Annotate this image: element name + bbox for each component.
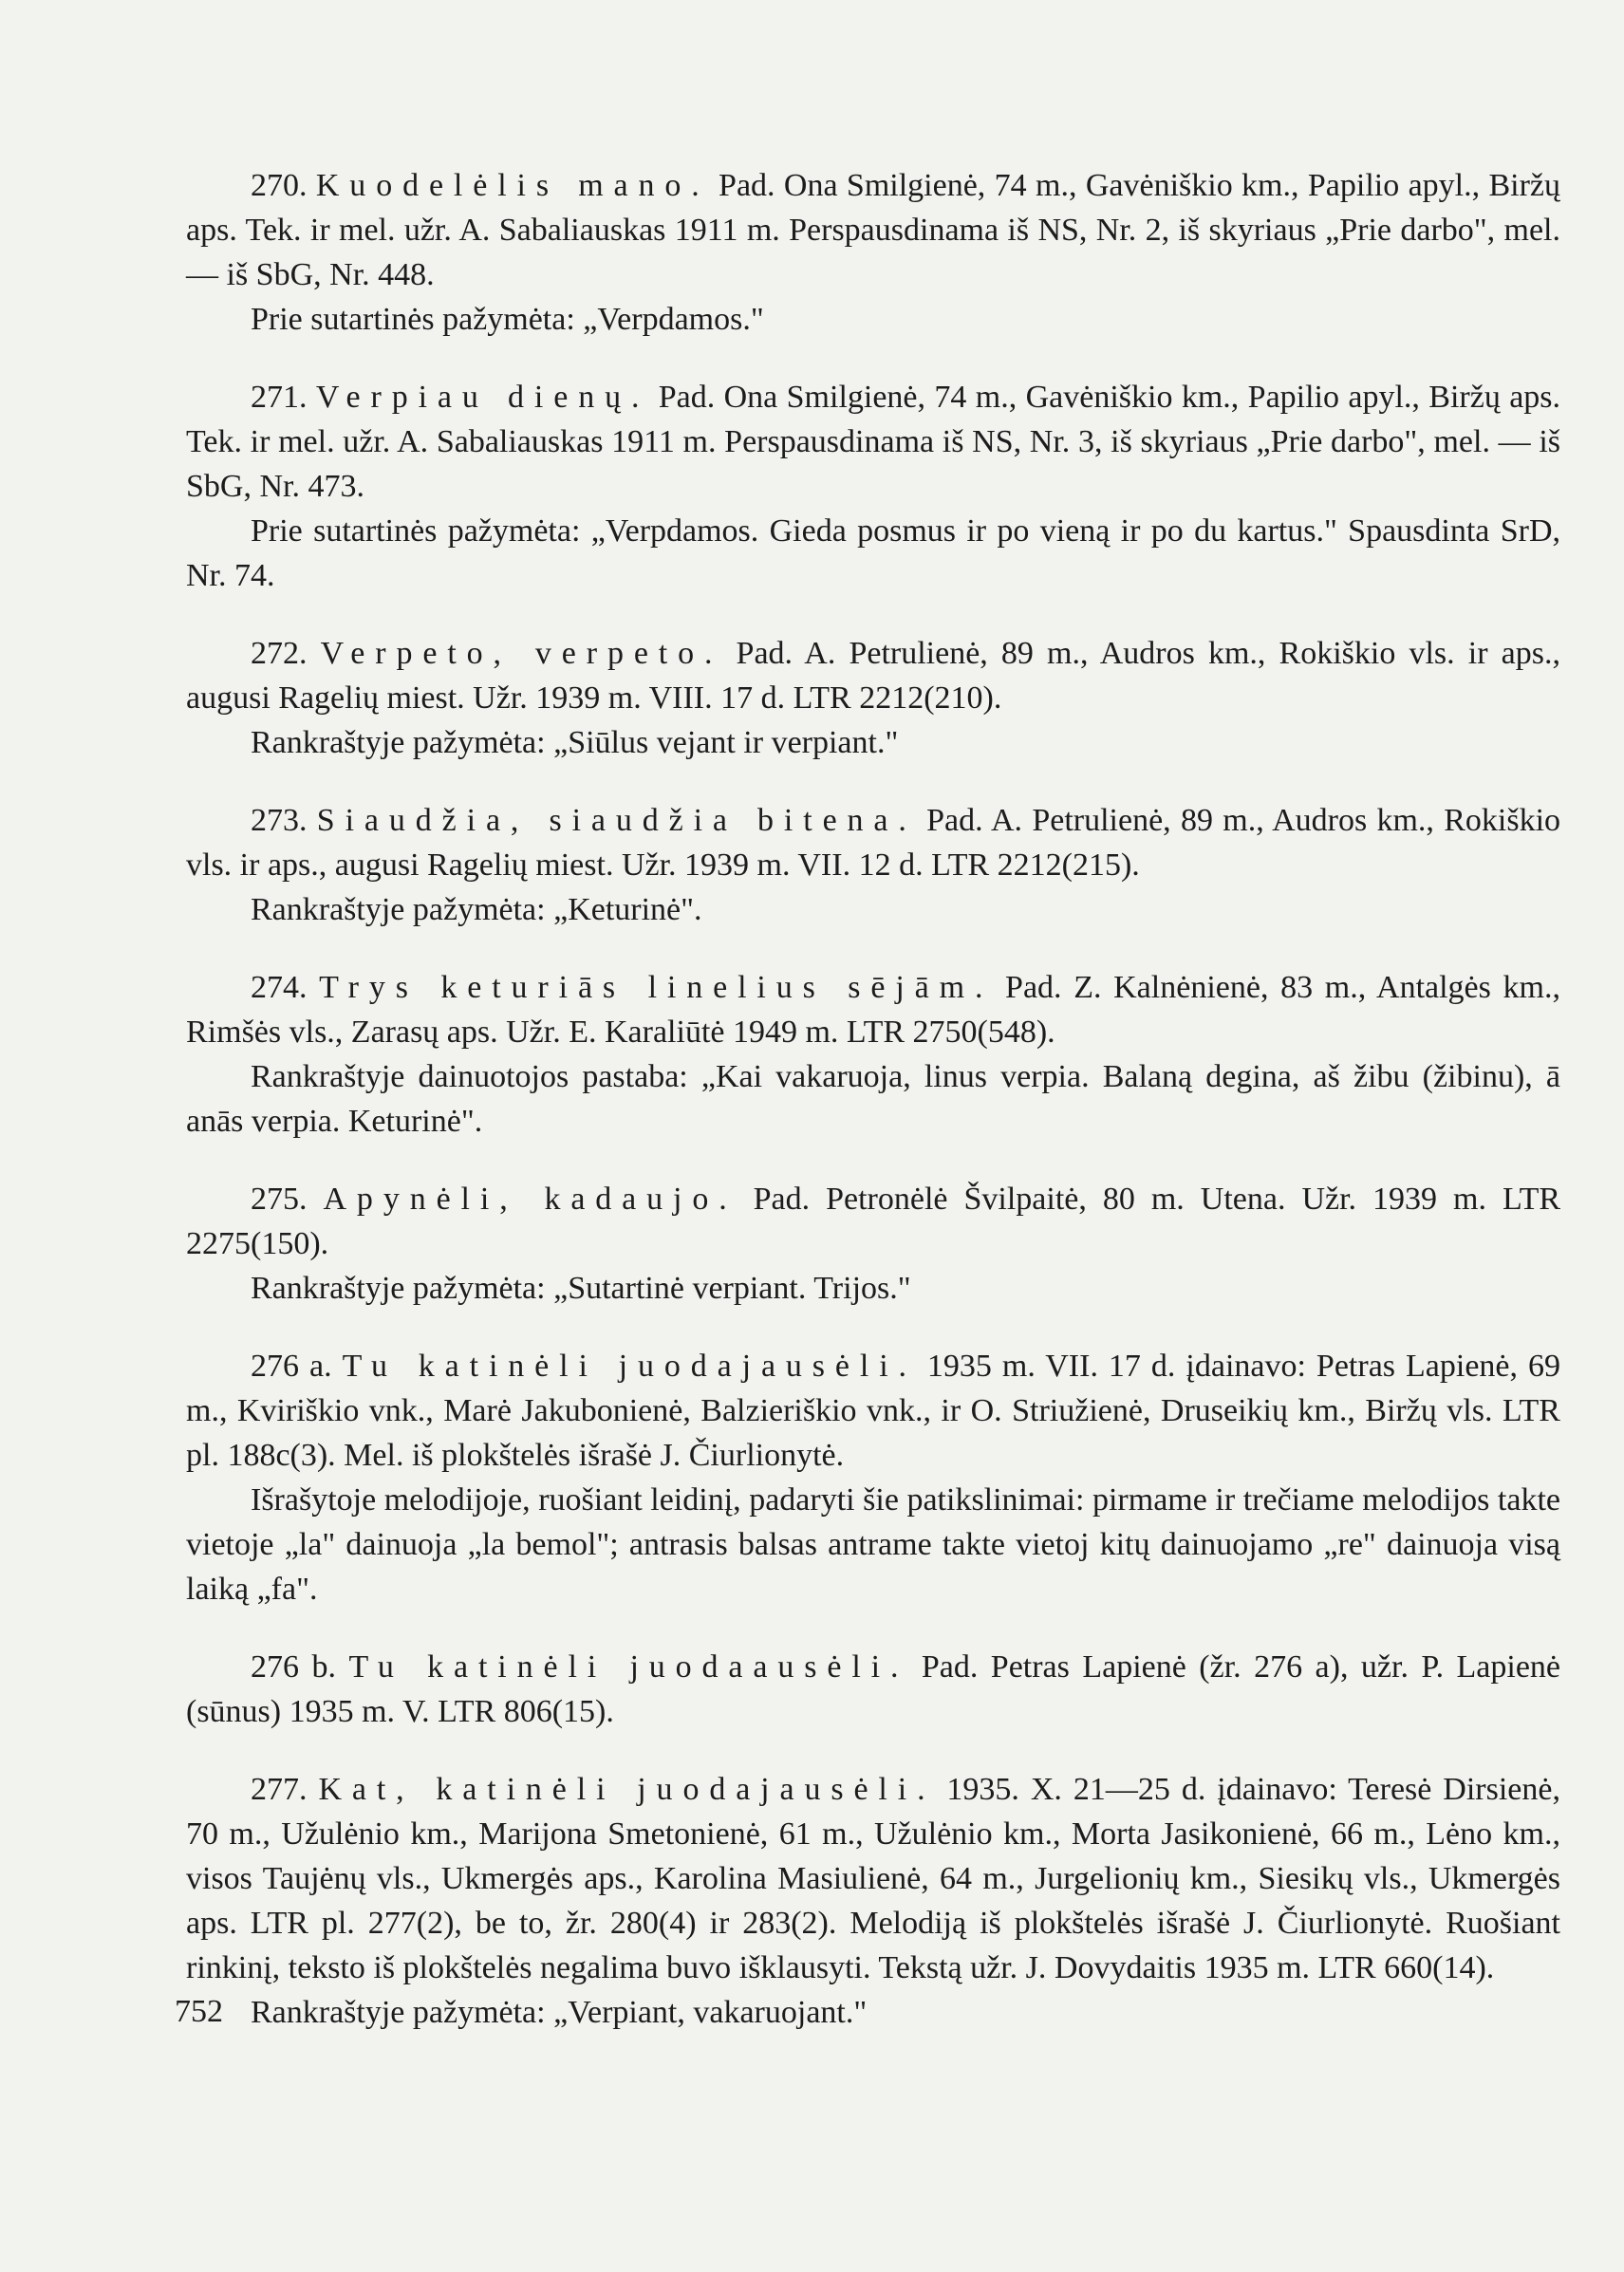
entry-main xyxy=(186,1177,1560,1266)
entry-number: 273. xyxy=(251,803,308,838)
entry-source: Pad. Petras Lapienė (žr. 276 a), užr. P. Lapienė (sūnus) 1935 m. V. LTR 806(15). xyxy=(186,1649,1561,1729)
entry-note: Rankraštyje pažymėta: „Verpiant, vakaruojant." xyxy=(251,1995,868,2030)
entry-note: Išrašytoje melodijoje, ruošiant leidinį, padaryti šie patikslinimai: pirmame ir trečiame melodijos takte vietoje „la" dainuoja „la bemol"; antrasis balsas antrame takte vietoj kitų dainuojamo „re" dainuoja visą laiką „fa". xyxy=(186,1482,1560,1607)
entry-note: Prie sutartinės pažymėta: „Verpdamos." xyxy=(251,302,764,337)
entry-main xyxy=(186,798,1560,887)
entry-source: Pad. Ona Smilgienė, 74 m., Gavėniškio km., Papilio apyl., Biržų aps. Tek. ir mel. užr. A. Sabaliauskas 1911 m. Perspausdinama iš NS, Nr. 2, iš skyriaus „Prie darbo", mel. — iš SbG, Nr. 448. xyxy=(186,168,1561,292)
entry-main xyxy=(186,965,1560,1054)
entry-number: 270. xyxy=(251,168,308,203)
entry-275 xyxy=(186,1177,1560,1311)
entry-main xyxy=(186,631,1560,720)
entry-source: Pad. Ona Smilgienė, 74 m., Gavėniškio km., Papilio apyl., Biržų aps. Tek. ir mel. užr. A. Sabaliauskas 1911 m. Perspausdinama iš NS, Nr. 3, iš skyriaus „Prie darbo", mel. — iš SbG, Nr. 473. xyxy=(186,380,1561,504)
entry-277 xyxy=(186,1767,1560,2035)
entry-source: Pad. Z. Kalnėnienė, 83 m., Antalgės km., Rimšės vls., Zarasų aps. Užr. E. Karaliūtė 1949 m. LTR 2750(548). xyxy=(186,970,1560,1050)
song-title: Tu katinėli juodaausėli. xyxy=(348,1649,909,1685)
song-title: Verpeto, verpeto. xyxy=(320,636,723,671)
page-number: 752 xyxy=(175,1994,223,2029)
entry-source: Pad. A. Petrulienė, 89 m., Audros km., Rokiškio vls. ir aps., augusi Ragelių miest. Užr. 1939 m. VIII. 17 d. LTR 2212(210). xyxy=(186,636,1560,716)
song-title: Verpiau dienų. xyxy=(315,380,650,415)
song-title: Kuodelėlis mano. xyxy=(315,168,710,203)
entry-note: Rankraštyje pažymėta: „Keturinė". xyxy=(251,892,702,927)
entry-273 xyxy=(186,798,1560,932)
entry-number: 276 a. xyxy=(251,1349,332,1384)
entry-source: Pad. Petronėlė Švilpaitė, 80 m. Utena. Užr. 1939 m. LTR 2275(150). xyxy=(186,1182,1561,1261)
entry-number: 271. xyxy=(251,380,308,415)
entry-number: 276 b. xyxy=(251,1649,336,1685)
entry-note: Rankraštyje pažymėta: „Sutartinė verpiant. Trijos." xyxy=(251,1271,911,1306)
song-title: Siaudžia, siaudžia bitena. xyxy=(316,803,917,838)
song-title: Apynėli, kadaujo. xyxy=(323,1182,737,1217)
entry-main xyxy=(186,1767,1560,1990)
song-title: Kat, katinėli juodajausėli. xyxy=(318,1772,936,1807)
entry-272 xyxy=(186,631,1560,765)
entry-note: Rankraštyje dainuotojos pastaba: „Kai vakaruoja, linus verpia. Balaną degina, aš žibu (žibinu), ā anās verpia. Keturinė". xyxy=(186,1059,1560,1139)
entry-main xyxy=(186,375,1560,509)
entry-274 xyxy=(186,965,1560,1144)
entry-main xyxy=(186,163,1560,297)
entry-number: 277. xyxy=(251,1772,308,1807)
entry-main xyxy=(186,1344,1560,1478)
entry-270 xyxy=(186,163,1560,342)
entry-source: 1935 m. VII. 17 d. įdainavo: Petras Lapienė, 69 m., Kviriškio vnk., Marė Jakubonienė, Balzieriškio vnk., ir O. Striužienė, Druseikių km., Biržų vls. LTR pl. 188c(3). Mel. iš plokštelės išrašė J. Čiurlionytė. xyxy=(186,1349,1561,1473)
entry-source: 1935. X. 21—25 d. įdainavo: Teresė Dirsienė, 70 m., Užulėnio km., Marijona Smetonienė, 61 m., Užulėnio km., Morta Jasikonienė, 66 m., Lėno km., visos Taujėnų vls., Ukmergės aps., Karolina Masiulienė, 64 m., Jurgelionių km., Siesikų vls., Ukmergės aps. LTR pl. 277(2), be to, žr. 280(4) ir 283(2). Melodiją iš plokštelės išrašė J. Čiurlionytė. Ruošiant rinkinį, teksto iš plokštelės negalima buvo išklausyti. Tekstą užr. J. Dovydaitis 1935 m. LTR 660(14). xyxy=(186,1772,1560,1985)
entry-number: 272. xyxy=(251,636,308,671)
entry-note: Prie sutartinės pažymėta: „Verpdamos. Gieda posmus ir po vieną ir po du kartus." Spausdinta SrD, Nr. 74. xyxy=(186,513,1560,593)
song-title: Trys keturiās linelius sējām. xyxy=(319,970,994,1005)
entry-276b xyxy=(186,1645,1560,1734)
entry-number: 275. xyxy=(251,1182,308,1217)
song-title: Tu katinėli juodajausėli. xyxy=(342,1349,917,1384)
entry-271 xyxy=(186,375,1560,598)
commentary-text xyxy=(186,163,1560,2068)
entry-number: 274. xyxy=(251,970,308,1005)
entry-276a xyxy=(186,1344,1560,1611)
entry-note: Rankraštyje pažymėta: „Siūlus vejant ir verpiant." xyxy=(251,725,899,760)
entry-source: Pad. A. Petrulienė, 89 m., Audros km., Rokiškio vls. ir aps., augusi Ragelių miest. Užr. 1939 m. VII. 12 d. LTR 2212(215). xyxy=(186,803,1561,883)
entry-main xyxy=(186,1645,1560,1734)
